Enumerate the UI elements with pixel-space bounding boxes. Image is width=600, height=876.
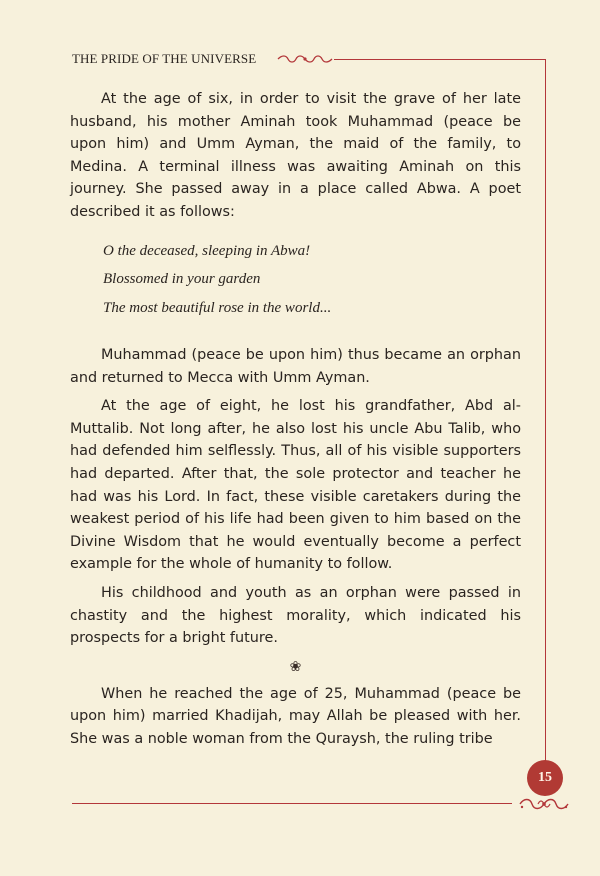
- paragraph: His childhood and youth as an orphan were passed in chastity and the highest morality, which indicated his prospects for a bright future.: [70, 585, 521, 647]
- side-rule: [545, 59, 546, 761]
- footer-ornament-icon: [516, 794, 572, 814]
- page-body: [70, 88, 521, 751]
- footer-rule: [72, 803, 512, 804]
- paragraph: At the age of six, in order to visit the grave of her late husband, his mother Aminah took Muhammad (peace be upon him) and Umm Ayman, the maid of the family, to Medina. A terminal illness was awaiting Aminah on this journey. She passed away in a place called Abwa. A poet described it as follows:: [70, 91, 521, 220]
- header-rule: [334, 59, 545, 60]
- poem-quote: [103, 237, 521, 323]
- paragraph: At the age of eight, he lost his grandfather, Abd al-Muttalib. Not long after, he also lost his uncle Abu Talib, who had defended him selflessly. Thus, all of his visible supporters had departed. After that, the sole protector and teacher he had was his Lord. In fact, these visible caretakers during the weakest period of his life had been given to him based on the Divine Wisdom that he would eventually become a perfect example for the whole of humanity to follow.: [70, 398, 521, 573]
- poem-line: Blossomed in your garden: [103, 271, 261, 288]
- poem-line: The most beautiful rose in the world...: [103, 299, 332, 316]
- header-ornament-icon: [276, 54, 334, 64]
- page-number-badge: 15: [527, 760, 563, 796]
- paragraph: Muhammad (peace be upon him) thus became an orphan and returned to Mecca with Umm Ayman.: [70, 347, 521, 386]
- paragraph: When he reached the age of 25, Muhammad (peace be upon him) married Khadijah, may Allah be pleased with her. She was a noble woman from the Quraysh, the ruling tribe: [70, 685, 521, 747]
- section-divider-icon: ❀: [289, 658, 302, 675]
- running-header-title: THE PRIDE OF THE UNIVERSE: [72, 51, 257, 66]
- poem-line: O the deceased, sleeping in Abwa!: [103, 242, 311, 259]
